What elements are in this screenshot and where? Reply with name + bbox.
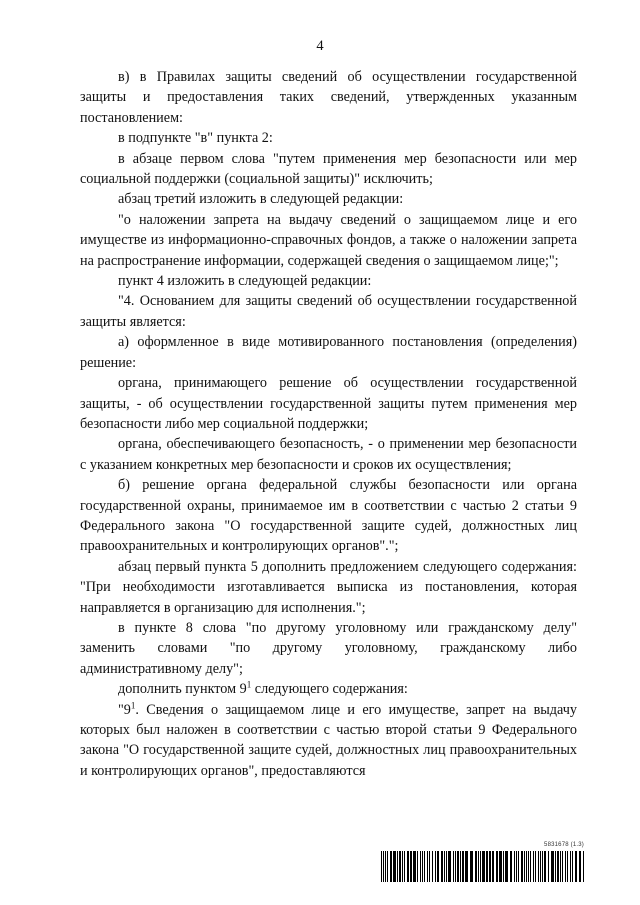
- paragraph: в) в Правилах защиты сведений об осуществлении государственной защиты и предоставления таких сведений, утвержденных указанным постановлением:: [80, 69, 577, 126]
- paragraph: в пункте 8 слова "по другому уголовному или гражданскому делу" заменить словами "по другому уголовному, гражданскому либо административному делу";: [80, 619, 577, 677]
- paragraph-text: следующего содержания:: [251, 681, 408, 698]
- paragraph: "4. Основанием для защиты сведений об осуществлении государственной защиты является:: [80, 293, 577, 330]
- paragraph-text: "9: [118, 701, 131, 718]
- superscript: 1: [130, 699, 136, 710]
- page-number: 4: [316, 38, 324, 54]
- paragraph: [80, 700, 577, 782]
- superscript: 1: [246, 679, 252, 690]
- paragraph: "о наложении запрета на выдачу сведений о защищаемом лице и его имуществе из информационно-справочных фондов, а также о наложении запрета на распространение информации, содержащей сведения о защищаемом лице;";: [80, 211, 577, 269]
- paragraph: в абзаце первом слова "путем применения мер безопасности или мер социальной поддержки (социальной защиты)" исключить;: [80, 150, 577, 188]
- paragraph-text: . Сведения о защищаемом лице и его имуществе, запрет на выдачу которых был наложен в соответствии с частью второй статьи 9 Федерального закона "О государственной защите судей, должностных лиц правоохранительных и контролирующих органов", предоставляются: [80, 701, 577, 779]
- paragraph: в подпункте "в" пункта 2:: [118, 130, 273, 147]
- paragraph-text: дополнить пунктом 9: [118, 681, 247, 698]
- paragraph: пункт 4 изложить в следующей редакции:: [118, 273, 372, 290]
- paragraph: абзац первый пункта 5 дополнить предложением следующего содержания: "При необходимости изготавливается выписка из постановления, которая направляется в организацию для исполнения.";: [80, 558, 577, 616]
- paragraph: органа, принимающего решение об осуществлении государственной защиты, - об осуществлении государственной защиты путем применения мер безопасности либо мер социальной поддержки;: [80, 375, 577, 432]
- document-body: [80, 67, 577, 781]
- paragraph: [80, 679, 577, 699]
- paragraph: абзац третий изложить в следующей редакции:: [118, 191, 404, 208]
- barcode-icon: [381, 851, 584, 882]
- barcode-caption: 5831678 (1.3): [544, 842, 584, 848]
- paragraph: а) оформленное в виде мотивированного постановления (определения) решение:: [80, 334, 577, 371]
- paragraph: б) решение органа федеральной службы безопасности или органа государственной охраны, принимаемое им в соответствии с частью 2 статьи 9 Федерального закона "О государственной защите судей, должностных лиц правоохранительных и контролирующих органов".";: [80, 477, 577, 555]
- document-barcode: [381, 842, 584, 884]
- paragraph: органа, обеспечивающего безопасность, - о применении мер безопасности с указанием конкретных мер безопасности и сроков их осуществления;: [80, 436, 577, 473]
